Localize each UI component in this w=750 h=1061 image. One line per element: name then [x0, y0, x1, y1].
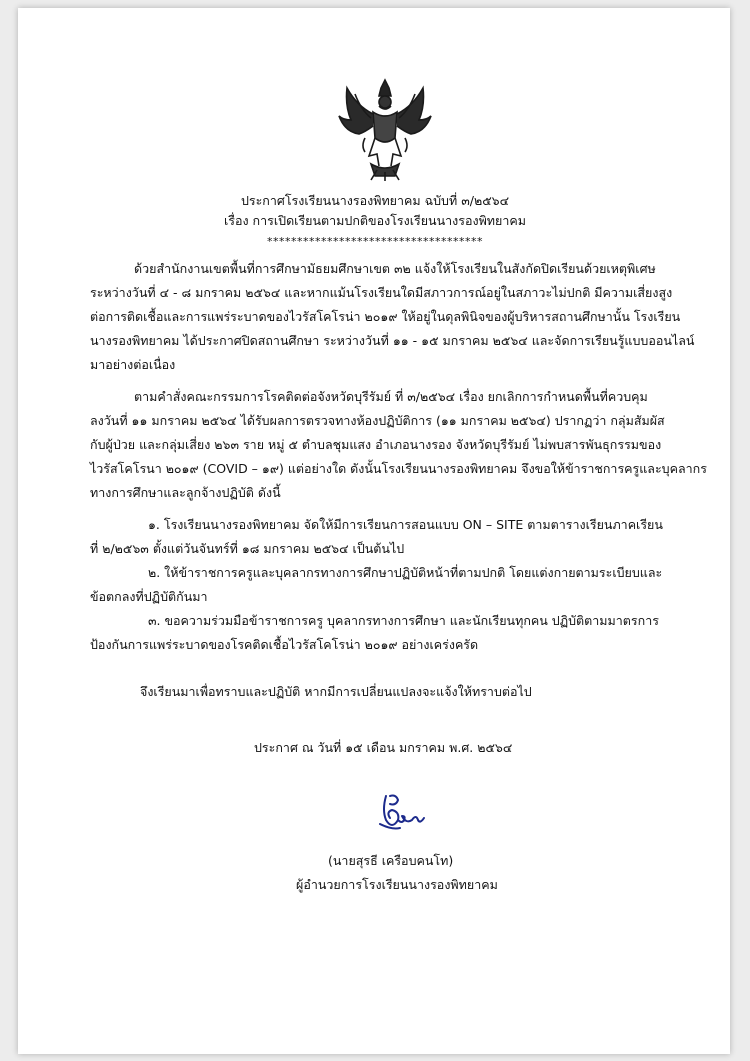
list-item-2: ๒. ให้ข้าราชการครูและบุคลากรทางการศึกษาปฏิบัติหน้าที่ตามปกติ โดยแต่งกายตามระเบียบและ — [148, 565, 663, 580]
list-item-1-cont: ที่ ๒/๒๕๖๓ ตั้งแต่วันจันทร์ที่ ๑๘ มกราคม ๒๕๖๔ เป็นต้นไป — [90, 541, 405, 556]
paragraph-2-line: ลงวันที่ ๑๑ มกราคม ๒๕๖๔ ได้รับผลการตรวจทางห้องปฏิบัติการ (๑๑ มกราคม ๒๕๖๔) ปรากฏว่า กลุ่มสัมผัส — [90, 413, 665, 428]
list-item-3-cont: ป้องกันการแพร่ระบาดของโรคติดเชื้อไวรัสโคโรน่า ๒๐๑๙ อย่างเคร่งครัด — [90, 637, 479, 652]
announcement-date: ประกาศ ณ วันที่ ๑๕ เดือน มกราคม พ.ศ. ๒๕๖๔ — [254, 740, 513, 755]
list-item-1: ๑. โรงเรียนนางรองพิทยาคม จัดให้มีการเรียนการสอนแบบ ON – SITE ตามตารางเรียนภาคเรียน — [148, 517, 663, 532]
garuda-emblem-icon — [335, 76, 435, 182]
paragraph-2-line: ทางการศึกษาและลูกจ้างปฏิบัติ ดังนี้ — [90, 485, 281, 500]
announcement-title: ประกาศโรงเรียนนางรองพิทยาคม ฉบับที่ ๓/๒๕๖๔ — [240, 193, 510, 208]
paragraph-2-line: ไวรัสโคโรนา ๒๐๑๙ (COVID – ๑๙) แต่อย่างใด ดังนั้นโรงเรียนนางรองพิทยาคม จึงขอให้ข้าราชการครูและบุคลากร — [90, 461, 707, 476]
paragraph-1-line: ด้วยสำนักงานเขตพื้นที่การศึกษามัธยมศึกษาเขต ๓๒ แจ้งให้โรงเรียนในสังกัดปิดเรียนด้วยเหตุพิเศษ — [134, 261, 656, 276]
paragraph-1-line: ระหว่างวันที่ ๔ - ๘ มกราคม ๒๕๖๔ และหากแม้นโรงเรียนใดมีสภาวการณ์อยู่ในสภาวะไม่ปกติ มีความเสี่ยงสูง — [90, 285, 673, 300]
signer-name: (นายสุรธี เครือบคนโท) — [328, 853, 454, 868]
closing-statement: จึงเรียนมาเพื่อทราบและปฏิบัติ หากมีการเปลี่ยนแปลงจะแจ้งให้ทราบต่อไป — [140, 684, 532, 699]
paragraph-1-line: มาอย่างต่อเนื่อง — [90, 357, 176, 372]
list-item-3: ๓. ขอความร่วมมือข้าราชการครู บุคลากรทางการศึกษา และนักเรียนทุกคน ปฏิบัติตามมาตรการ — [148, 613, 659, 628]
signature-mark-icon — [372, 790, 432, 838]
list-item-2-cont: ข้อตกลงที่ปฏิบัติกันมา — [90, 589, 208, 604]
paragraph-2-line: ตามคำสั่งคณะกรรมการโรคติดต่อจังหวัดบุรีรัมย์ ที่ ๓/๒๕๖๔ เรื่อง ยกเลิกการกำหนดพื้นที่ควบคุม — [134, 389, 648, 404]
signer-position: ผู้อำนวยการโรงเรียนนางรองพิทยาคม — [296, 877, 498, 892]
paragraph-2-line: กับผู้ป่วย และกลุ่มเสี่ยง ๒๖๓ ราย หมู่ ๕ ตำบลชุมแสง อำเภอนางรอง จังหวัดบุรีรัมย์ ไม่พบสารพันธุกรรมของ — [90, 437, 662, 452]
paragraph-1-line: ต่อการติดเชื้อและการแพร่ระบาดของไวรัสโคโรน่า ๒๐๑๙ ให้อยู่ในดุลพินิจของผู้บริหารสถานศึกษานั้น โรงเรียน — [90, 309, 681, 324]
paragraph-1-line: นางรองพิทยาคม ได้ประกาศปิดสถานศึกษา ระหว่างวันที่ ๑๑ - ๑๕ มกราคม ๒๕๖๔ และจัดการเรียนรู้แบบออนไลน์ — [90, 333, 695, 348]
separator-line: ************************************ — [267, 235, 483, 248]
announcement-subject: เรื่อง การเปิดเรียนตามปกติของโรงเรียนนางรองพิทยาคม — [223, 213, 526, 228]
